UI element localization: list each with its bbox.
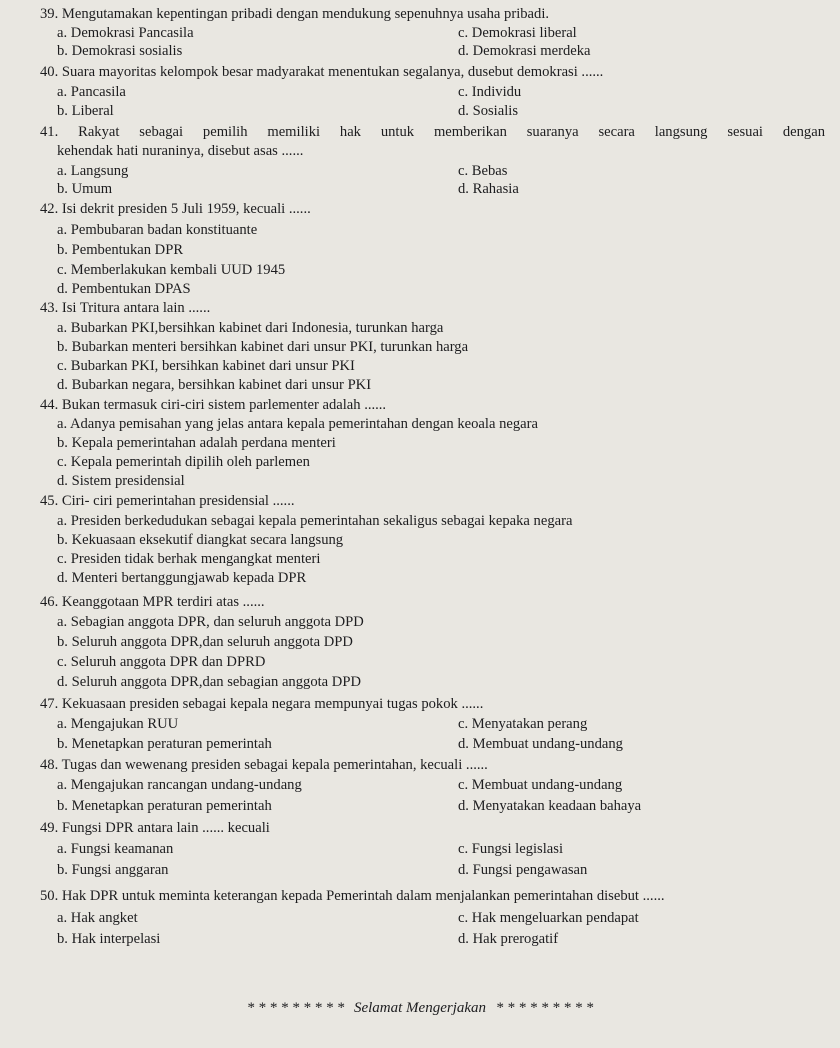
question-42: 42. Isi dekrit presiden 5 Juli 1959, kecuali ...... [40,201,311,217]
option-45-c: c. Presiden tidak berhak mengangkat menteri [57,551,321,567]
option-44-d: d. Sistem presidensial [57,473,185,489]
option-43-b: b. Bubarkan menteri bersihkan kabinet dari unsur PKI, turunkan harga [57,339,469,355]
question-45: 45. Ciri- ciri pemerintahan presidensial ...... [40,493,295,509]
option-48-b: b. Menetapkan peraturan pemerintah [57,798,272,814]
option-40-c: c. Individu [458,84,522,100]
footer-text: Selamat Mengerjakan [353,1000,487,1016]
option-47-b: b. Menetapkan peraturan pemerintah [57,736,272,752]
footer-stars-left: * * * * * * * * * [246,1000,345,1016]
question-49: 49. Fungsi DPR antara lain ...... kecuali [40,820,270,836]
option-42-a: a. Pembubaran badan konstituante [57,222,258,238]
option-42-b: b. Pembentukan DPR [57,242,184,258]
option-44-b: b. Kepala pemerintahan adalah perdana menteri [57,435,336,451]
option-48-c: c. Membuat undang-undang [458,777,623,793]
option-39-b: b. Demokrasi sosialis [57,43,183,59]
question-39: 39. Mengutamakan kepentingan pribadi dengan mendukung sepenuhnya usaha pribadi. [40,6,550,22]
option-49-a: a. Fungsi keamanan [57,841,174,857]
option-40-b: b. Liberal [57,103,114,119]
option-47-d: d. Membuat undang-undang [458,736,623,752]
option-45-b: b. Kekuasaan eksekutif diangkat secara langsung [57,532,344,548]
closing-message [0,1000,840,1017]
option-39-d: d. Demokrasi merdeka [458,43,591,59]
question-43: 43. Isi Tritura antara lain ...... [40,300,211,316]
option-43-a: a. Bubarkan PKI,bersihkan kabinet dari Indonesia, turunkan harga [57,320,444,336]
option-46-c: c. Seluruh anggota DPR dan DPRD [57,654,266,670]
option-48-a: a. Mengajukan rancangan undang-undang [57,777,302,793]
question-44: 44. Bukan termasuk ciri-ciri sistem parlementer adalah ...... [40,397,387,413]
option-45-a: a. Presiden berkedudukan sebagai kepala pemerintahan sekaligus sebagai kepaka negara [57,513,573,529]
question-46: 46. Keanggotaan MPR terdiri atas ...... [40,594,265,610]
question-47: 47. Kekuasaan presiden sebagai kepala negara mempunyai tugas pokok ...... [40,696,484,712]
option-50-b: b. Hak interpelasi [57,931,161,947]
footer-stars-right: * * * * * * * * * [495,1000,594,1016]
option-39-c: c. Demokrasi liberal [458,25,577,41]
option-39-a: a. Demokrasi Pancasila [57,25,194,41]
option-47-a: a. Mengajukan RUU [57,716,179,732]
option-49-c: c. Fungsi legislasi [458,841,563,857]
option-41-c: c. Bebas [458,163,508,179]
option-43-d: d. Bubarkan negara, bersihkan kabinet dari unsur PKI [57,377,372,393]
question-41: 41. Rakyat sebagai pemilih memiliki hak untuk memberikan suaranya secara langsung sesuai dengan [40,124,825,140]
question-48: 48. Tugas dan wewenang presiden sebagai kepala pemerintahan, kecuali ...... [40,757,488,773]
option-49-d: d. Fungsi pengawasan [458,862,588,878]
option-44-c: c. Kepala pemerintah dipilih oleh parlemen [57,454,310,470]
option-48-d: d. Menyatakan keadaan bahaya [458,798,642,814]
option-47-c: c. Menyatakan perang [458,716,588,732]
option-46-a: a. Sebagian anggota DPR, dan seluruh anggota DPD [57,614,364,630]
option-42-c: c. Memberlakukan kembali UUD 1945 [57,262,286,278]
option-41-a: a. Langsung [57,163,129,179]
option-41-b: b. Umum [57,181,113,197]
option-50-c: c. Hak mengeluarkan pendapat [458,910,639,926]
question-50: 50. Hak DPR untuk meminta keterangan kepada Pemerintah dalam menjalankan pemerintahan disebut ...... [40,888,665,904]
option-46-d: d. Seluruh anggota DPR,dan sebagian anggota DPD [57,674,361,690]
question-41-continued: kehendak hati nuraninya, disebut asas ...... [57,143,304,159]
option-45-d: d. Menteri bertanggungjawab kepada DPR [57,570,307,586]
option-50-d: d. Hak prerogatif [458,931,559,947]
option-46-b: b. Seluruh anggota DPR,dan seluruh anggota DPD [57,634,353,650]
question-40: 40. Suara mayoritas kelompok besar madyarakat menentukan segalanya, dusebut demokrasi ...... [40,64,604,80]
option-40-a: a. Pancasila [57,84,126,100]
option-44-a: a. Adanya pemisahan yang jelas antara kepala pemerintahan dengan keoala negara [57,416,538,432]
option-43-c: c. Bubarkan PKI, bersihkan kabinet dari unsur PKI [57,358,355,374]
option-41-d: d. Rahasia [458,181,519,197]
option-42-d: d. Pembentukan DPAS [57,281,191,297]
option-49-b: b. Fungsi anggaran [57,862,169,878]
option-50-a: a. Hak angket [57,910,138,926]
option-40-d: d. Sosialis [458,103,519,119]
